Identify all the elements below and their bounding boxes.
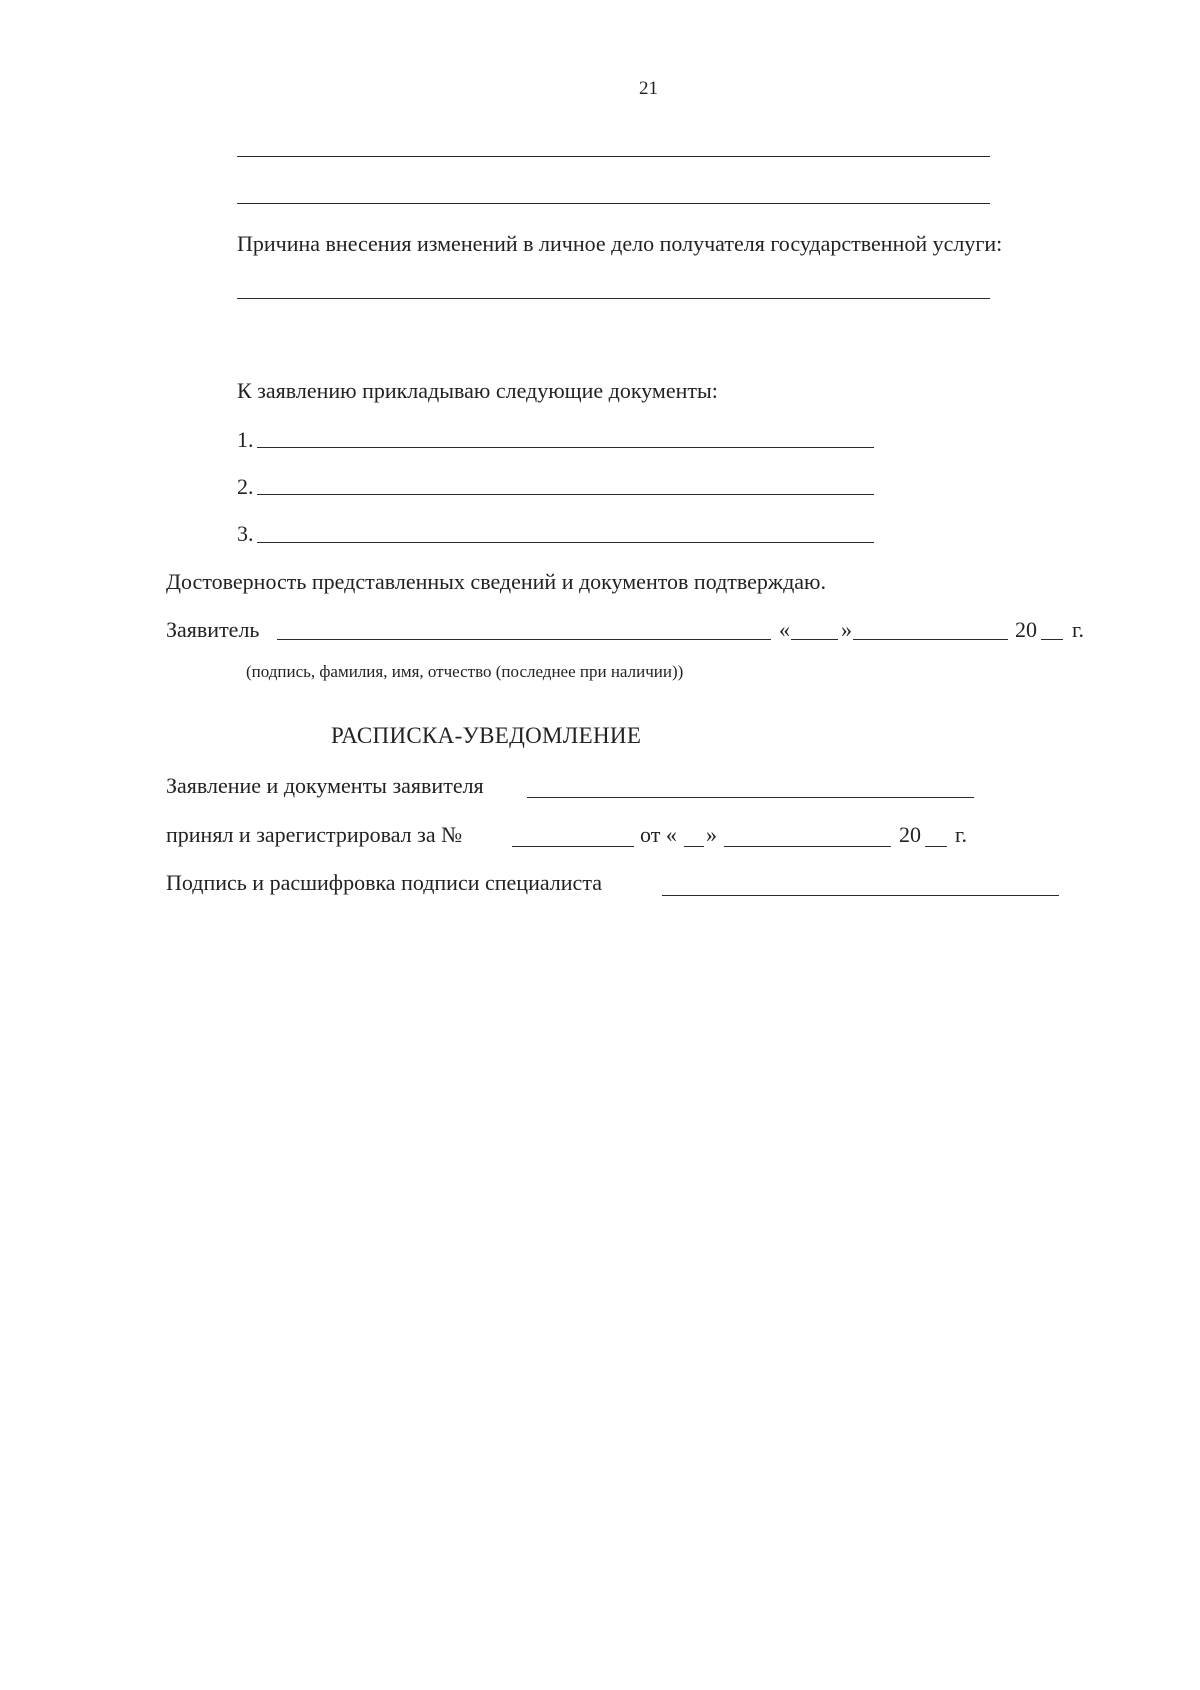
change-reason-label: Причина внесения изменений в личное дело получателя государственной услуги: — [237, 231, 1003, 256]
attachment-number: 1. — [237, 427, 254, 452]
year-suffix: г. — [955, 822, 968, 847]
attachments-intro: К заявлению прикладываю следующие документы: — [237, 378, 718, 403]
year-suffix: г. — [1072, 617, 1085, 642]
quote-close: » — [706, 822, 717, 847]
attachment-field-3[interactable] — [257, 542, 874, 543]
year-prefix: 20 — [1015, 617, 1037, 642]
receipt-title: РАСПИСКА-УВЕДОМЛЕНИЕ — [331, 723, 642, 748]
quote-close: » — [841, 617, 852, 642]
registered-label: принял и зарегистрировал за № — [166, 822, 463, 847]
documents-label: Заявление и документы заявителя — [166, 773, 484, 798]
specialist-label: Подпись и расшифровка подписи специалиста — [166, 870, 602, 895]
applicant-signature-field[interactable] — [277, 639, 771, 640]
blank-line[interactable] — [237, 203, 990, 204]
from-label: от « — [640, 822, 677, 847]
blank-line[interactable] — [237, 156, 990, 157]
receipt-year-field[interactable] — [925, 846, 947, 847]
attachment-number: 2. — [237, 474, 254, 499]
confirmation-statement: Достоверность представленных сведений и документов подтверждаю. — [166, 569, 826, 594]
applicant-day-field[interactable] — [791, 639, 838, 640]
applicant-label: Заявитель — [166, 617, 260, 642]
attachment-field-1[interactable] — [257, 447, 874, 448]
quote-open: « — [779, 617, 790, 642]
signature-hint: (подпись, фамилия, имя, отчество (последнее при наличии)) — [246, 662, 684, 681]
applicant-name-field[interactable] — [527, 797, 974, 798]
change-reason-field[interactable] — [237, 298, 990, 299]
year-prefix: 20 — [899, 822, 921, 847]
receipt-day-field[interactable] — [684, 846, 704, 847]
registration-number-field[interactable] — [512, 846, 634, 847]
attachment-number: 3. — [237, 521, 254, 546]
receipt-month-field[interactable] — [724, 846, 891, 847]
attachment-field-2[interactable] — [257, 494, 874, 495]
applicant-month-field[interactable] — [853, 639, 1008, 640]
applicant-year-field[interactable] — [1041, 639, 1063, 640]
specialist-signature-field[interactable] — [662, 895, 1059, 896]
page-number: 21 — [639, 78, 658, 99]
